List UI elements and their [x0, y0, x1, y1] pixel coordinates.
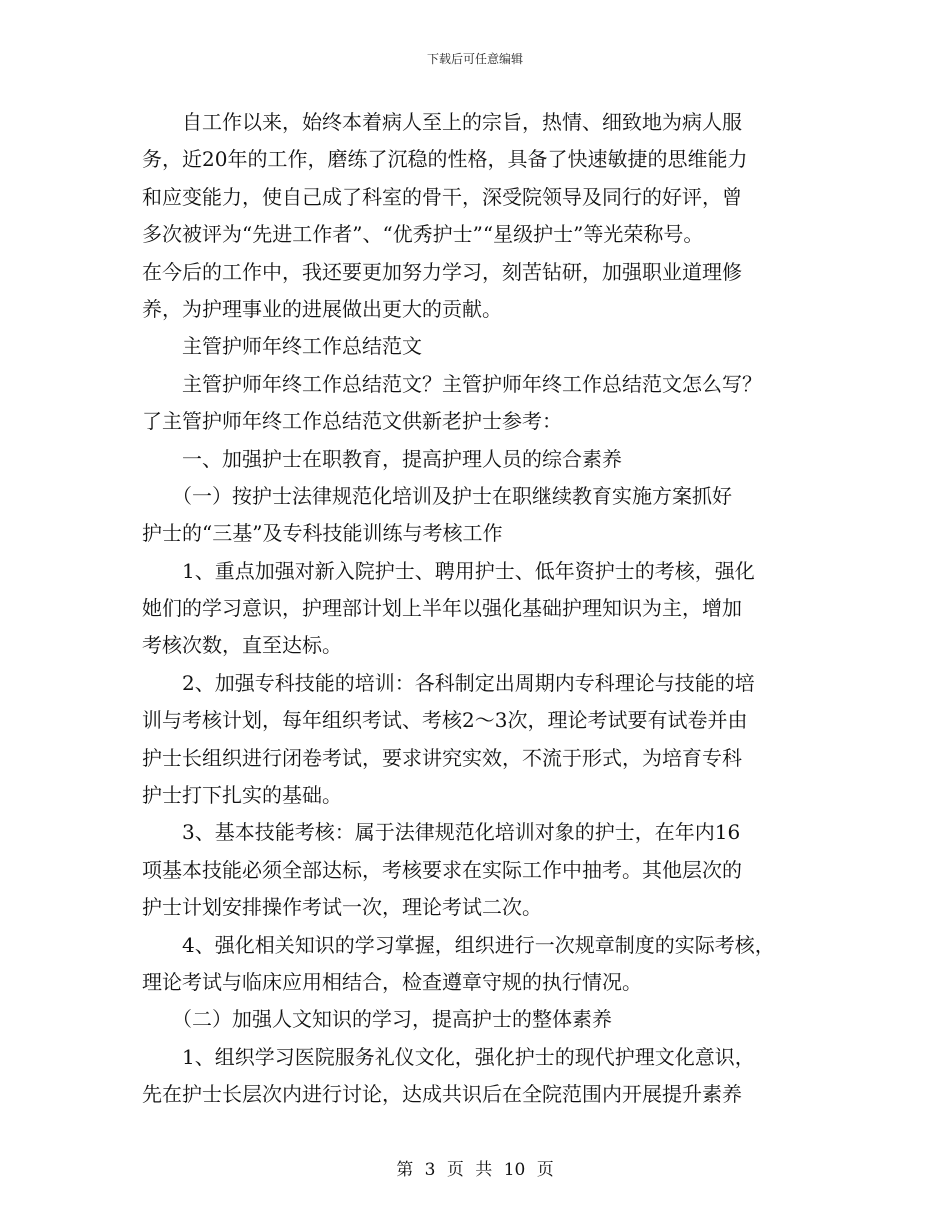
subsection-heading: （二）加强人文知识的学习，提高护士的整体素养 — [142, 1007, 612, 1032]
text-line: 护士计划安排操作考试一次，理论考试二次。 — [142, 895, 542, 920]
text-line: 自工作以来，始终本着病人至上的宗旨，热情、细致地为病人服 — [142, 110, 742, 134]
text-line: 2、加强专科技能的培训：各科制定出周期内专科理论与技能的培 — [142, 670, 755, 695]
text-line: 1、组织学习医院服务礼仪文化，强化护士的现代护理文化意识， — [142, 1044, 755, 1069]
text-line: 主管护师年终工作总结范文？主管护师年终工作总结范文怎么写？ — [142, 371, 762, 396]
section-heading: 主管护师年终工作总结范文 — [142, 334, 422, 359]
text-line: 训与考核计划，每年组织考试、考核2～3次，理论考试要有试卷并由 — [142, 708, 748, 733]
text-line: 务，近20年的工作，磨练了沉稳的性格，具备了快速敏捷的思维能力 — [142, 147, 748, 172]
text-line: 她们的学习意识，护理部计划上半年以强化基础护理知识为主，增加 — [142, 596, 742, 621]
subsection-heading: （一）按护士法律规范化培训及护士在职继续教育实施方案抓好 — [142, 483, 732, 508]
text-line: 考核次数，直至达标。 — [142, 633, 342, 658]
text-line: 护士的“三基”及专科技能训练与考核工作 — [142, 521, 503, 546]
text-line: 护士长组织进行闭卷考试，要求讲究实效，不流于形式，为培育专科 — [142, 745, 742, 770]
section-heading: 一、加强护士在职教育，提高护理人员的综合素养 — [142, 446, 622, 471]
text-line: 护士打下扎实的基础。 — [142, 783, 342, 808]
text-line: 4、强化相关知识的学习掌握，组织进行一次规章制度的实际考核， — [142, 932, 775, 957]
text-line: 1、重点加强对新入院护士、聘用护士、低年资护士的考核，强化 — [142, 558, 755, 583]
text-line: 多次被评为“先进工作者”、“优秀护士”“星级护士”等光荣称号。 — [142, 222, 704, 247]
text-line: 理论考试与临床应用相结合，检查遵章守规的执行情况。 — [142, 969, 642, 994]
page-number-footer: 第 3 页 共 10 页 — [396, 1160, 554, 1180]
page-header: 下载后可任意编辑 — [426, 52, 523, 66]
document-body — [142, 104, 810, 1114]
text-line: 了主管护师年终工作总结范文供新老护士参考： — [142, 409, 562, 434]
text-line: 先在护士长层次内进行讨论，达成共识后在全院范围内开展提升素养 — [142, 1082, 742, 1107]
text-line: 项基本技能必须全部达标，考核要求在实际工作中抽考。其他层次的 — [142, 857, 742, 882]
text-line: 3、基本技能考核：属于法律规范化培训对象的护士，在年内16 — [142, 820, 741, 845]
text-line: 和应变能力，使自己成了科室的骨干，深受院领导及同行的好评，曾 — [142, 184, 742, 209]
text-line: 养，为护理事业的进展做出更大的贡献。 — [142, 296, 502, 321]
text-line: 在今后的工作中，我还要更加努力学习，刻苦钻研，加强职业道理修 — [142, 259, 742, 284]
